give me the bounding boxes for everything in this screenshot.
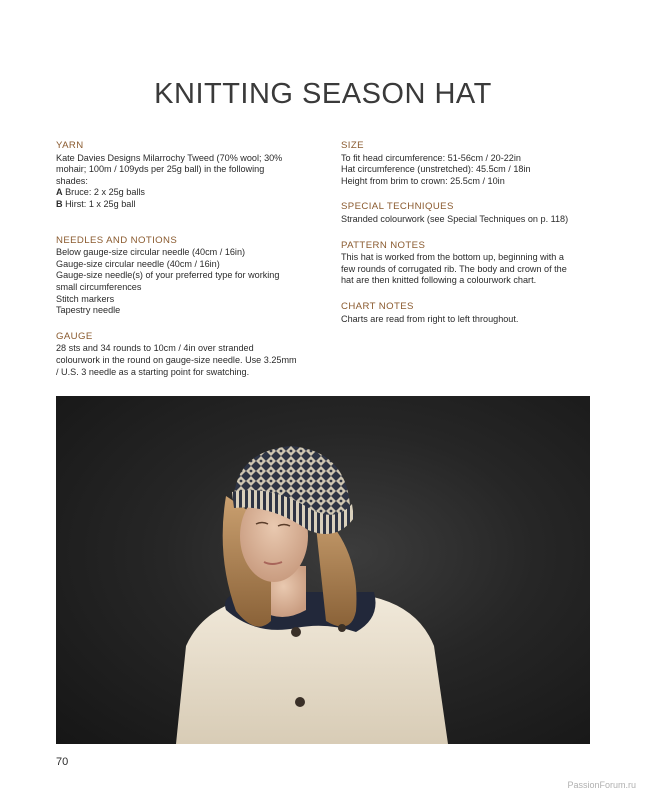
shade-a-text: Bruce: 2 x 25g balls — [62, 187, 145, 198]
needles-line: Gauge-size circular needle (40cm / 16in) — [56, 258, 220, 269]
gauge-heading: GAUGE — [56, 330, 93, 342]
needles-line: Stitch markers — [56, 293, 115, 304]
needles-line: Below gauge-size circular needle (40cm / 16in) — [56, 247, 246, 258]
model-photo — [56, 396, 590, 744]
chart-notes-line: Charts are read from right to left throughout. — [341, 313, 519, 324]
needles-line: Gauge-size needle(s) of your preferred type for working — [56, 270, 280, 281]
yarn-line: Kate Davies Designs Milarrochy Tweed (70% wool; 30% — [56, 152, 283, 163]
yarn-line: mohair; 100m / 109yds per 25g ball) in the following — [56, 164, 265, 175]
gauge-line: colourwork in the round on gauge-size needle. Use 3.25mm — [56, 354, 297, 365]
coat-button — [338, 624, 346, 632]
model-illustration — [56, 396, 590, 744]
watermark: PassionForum.ru — [567, 780, 636, 790]
needles-line: Tapestry needle — [56, 305, 121, 316]
shade-b-label: B — [56, 198, 63, 209]
pattern-notes-line: few rounds of corrugated rib. The body and crown of the — [341, 263, 567, 274]
size-line: Hat circumference (unstretched): 45.5cm / 18in — [341, 164, 531, 175]
gauge-line: 28 sts and 34 rounds to 10cm / 4in over stranded — [56, 343, 254, 354]
pattern-notes-line: hat are then knitted following a colourwork chart. — [341, 275, 537, 286]
needles-section — [56, 235, 298, 317]
yarn-section — [56, 140, 298, 211]
special-techniques-section — [341, 201, 583, 225]
needles-heading: NEEDLES AND NOTIONS — [56, 234, 178, 246]
chart-notes-section — [341, 301, 583, 325]
left-column — [56, 140, 298, 392]
size-line: Height from brim to crown: 25.5cm / 10in — [341, 175, 505, 186]
needles-line: small circumferences — [56, 281, 142, 292]
yarn-heading: YARN — [56, 140, 84, 151]
gauge-section — [56, 331, 298, 378]
shade-b-line — [56, 199, 298, 211]
pattern-notes-heading: PATTERN NOTES — [341, 239, 426, 251]
chart-notes-heading: CHART NOTES — [341, 300, 414, 312]
shade-a-line — [56, 187, 298, 199]
size-heading: SIZE — [341, 140, 364, 151]
page-number: 70 — [56, 756, 69, 768]
right-column — [341, 140, 583, 339]
shade-a-label: A — [56, 187, 63, 198]
yarn-line: shades: — [56, 175, 88, 186]
coat-button — [295, 697, 305, 707]
coat-button — [291, 627, 301, 637]
size-line: To fit head circumference: 51-56cm / 20-22in — [341, 152, 521, 163]
pattern-notes-section — [341, 240, 583, 287]
shade-b-text: Hirst: 1 x 25g ball — [62, 198, 136, 209]
special-techniques-heading: SPECIAL TECHNIQUES — [341, 201, 454, 213]
special-techniques-line: Stranded colourwork (see Special Techniques on p. 118) — [341, 213, 569, 224]
gauge-line: / U.S. 3 needle as a starting point for swatching. — [56, 366, 250, 377]
size-section — [341, 140, 583, 187]
page-title: KNITTING SEASON HAT — [154, 78, 492, 110]
pattern-notes-line: This hat is worked from the bottom up, beginning with a — [341, 252, 564, 263]
